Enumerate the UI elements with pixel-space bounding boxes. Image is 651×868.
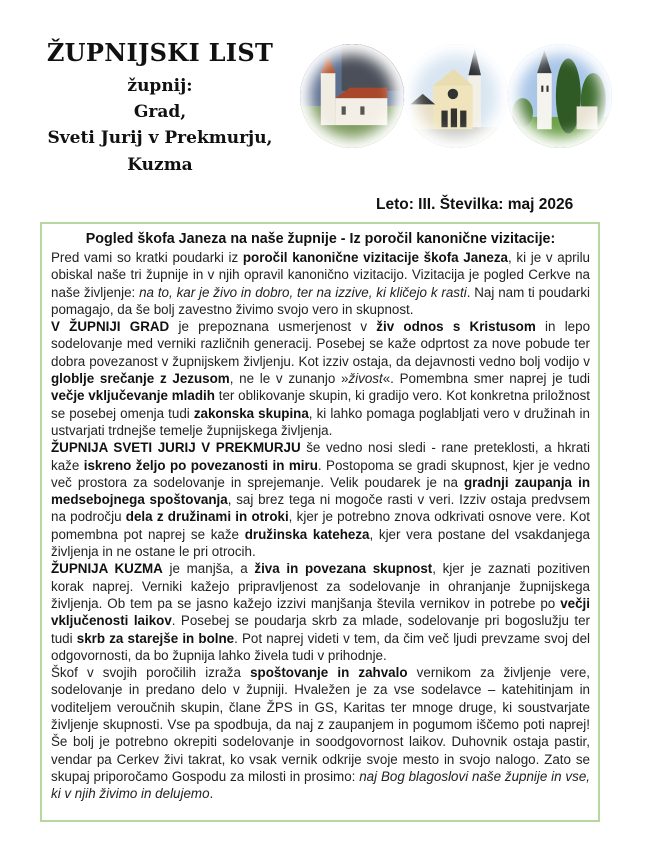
article-paragraph <box>51 249 590 318</box>
church-kuzma-photo <box>508 44 612 148</box>
text-run: , saj brez tega ni mogoče rasti v veri. Izziv ostaja predvsem na področju <box>51 492 590 525</box>
parish-name: Kuzma <box>127 155 193 175</box>
article-paragraph <box>51 318 590 439</box>
emphasis-bold: gradnji zaupanja in medsebojnega spoštovanja <box>51 474 590 508</box>
emphasis-bold: večje vključevanje mladih <box>51 388 215 404</box>
article-paragraph <box>51 439 590 560</box>
article-paragraph <box>51 664 590 802</box>
text-run: , kjer vera postane del vsakdanjega življenja in ne ostane le pri otrocih. <box>51 526 590 560</box>
article-paragraph <box>51 560 590 664</box>
text-run: . Postopoma se gradi skupnost, kjer je vedno več prostora za sodelovanje in sprejemanje. Velik poudarek je na <box>51 457 591 490</box>
emphasis-bold: dela z družinami in otroki <box>125 509 289 525</box>
text-run: «. Pomembna smer naprej je tudi <box>382 371 590 387</box>
text-run: , kjer je potrebno znova odkrivati osnove vere. Kot pomembna pot naprej se kaže <box>51 509 590 542</box>
emphasis-bold: spoštovanje in zahvalo <box>250 665 408 681</box>
emphasis-bold: družinska kateheza <box>244 526 370 542</box>
text-run: še vedno nosi sledi - rane preteklosti, a hkrati kaže <box>51 440 590 473</box>
text-run: in lepo sodelovanje med verniki različnih generacij. Posebej se kaže odprtost za nove pobude ter dobra povezanost v župnijskem življenju. Kot izziv ostaja, da dejavnosti vedno bolj vodijo v <box>51 319 591 369</box>
emphasis-bold: iskreno željo po povezanosti in miru <box>83 457 318 473</box>
article-heading: Pogled škofa Janeza na naše župnije - Iz poročil kanonične vizitacije: <box>85 231 556 247</box>
text-run: Pred vami so kratki poudarki iz <box>51 250 243 265</box>
parish-name: Sveti Jurij v Prekmurju, <box>47 128 273 148</box>
emphasis-bold: ŽUPNIJA KUZMA <box>51 561 163 577</box>
text-run: je manjša, a <box>162 561 255 577</box>
emphasis-bold: V ŽUPNIJI GRAD <box>51 319 170 335</box>
text-run: , kjer je zaznati pozitiven korak naprej. Verniki kažejo pripravljenost za sodelovanje in ohranjanje župnijskega življenja. Ob tem pa se jasno kažejo izzivi manjšanja števila vernikov in potrebe po <box>51 561 591 611</box>
emphasis-bold: večji vključenosti laikov <box>51 595 590 629</box>
emphasis-bold: globlje srečanje z Jezusom <box>51 371 230 387</box>
emphasis-bold: živ odnos s Kristusom <box>376 319 536 335</box>
text-run: . Pot naprej videti v tem, da čim več ljudi prevzame svoj del odgovornosti, da bo župnija lahko živela tudi v prihodnje. <box>51 630 591 663</box>
text-run: . Naj nam ti poudarki pomagajo, da še bolj zavestno živimo svojo vero in skupnost. <box>51 284 590 317</box>
text-run: , ne le v zunanjo » <box>229 371 349 387</box>
parishes-label: župnij: <box>127 76 193 96</box>
church-grad-photo <box>300 44 404 148</box>
emphasis-italic: na to, kar je živo in dobro, ter na izzive, ki kličejo k rasti <box>139 284 467 300</box>
emphasis-bold: poročil kanonične vizitacije škofa Janeza <box>242 250 508 265</box>
newsletter-title: ŽUPNIJSKI LIST <box>46 38 274 67</box>
text-run: . Posebej se poudarja skrb za mlade, sodelovanje pri bogoslužju ter tudi <box>51 613 590 646</box>
text-run: . <box>209 786 214 802</box>
text-run: Škof v svojih poročilih izraža <box>51 665 251 681</box>
text-run: , ki lahko pomaga poglabljati vero v družinah in ustvarjati trdnejše temelje župnijskega življenja. <box>51 405 590 438</box>
article-box <box>40 222 600 822</box>
parish-name: Grad, <box>133 102 187 122</box>
emphasis-italic: živost <box>348 371 383 387</box>
text-run: , ki je v aprilu obiskal naše tri župnije in v njih opravil kanonično vizitacijo. Vizitacija je pogled Cerkve na naše življenje: <box>51 250 591 300</box>
text-run: ter oblikovanje skupin, ki gradijo vero. Kot konkretna priložnost se posebej omenja tudi <box>51 388 591 421</box>
text-run: je prepoznana usmerjenost v <box>169 319 377 335</box>
emphasis-bold: živa in povezana skupnost <box>254 561 433 577</box>
issue-info: Leto: III. Številka: maj 2026 <box>376 196 574 213</box>
text-run: vernikom za življenje vere, sodelovanje in predano delo v župniji. Hvaležen je za vse sodelavce – katehitinjam in voditeljem veroučnih skupin, člane ŽPS in GS, Karitas ter mnoge druge, ki soustvarjate življenje skupnosti. Vse pa spodbuja, da naj z zaupanjem in pogumom iščemo poti naprej! Še bolj je potrebno okrepiti sodelovanje in soodgovornost laikov. Duhovnik ostaja pastir, vendar pa Cerkev živi takrat, ko vsak vernik odkrije svoje mesto in svojo nalogo. Zato se skupaj priporočamo Gospodu za milosti in prosimo: <box>51 665 590 784</box>
emphasis-bold: zakonska skupina <box>193 405 309 421</box>
emphasis-bold: skrb za starejše in bolne <box>76 630 235 646</box>
church-sveti-jurij-photo <box>404 44 508 148</box>
church-photos <box>300 44 620 152</box>
emphasis-italic: naj Bog blagoslovi naše župnije in vse, ki v njih živimo in delujemo <box>51 768 590 802</box>
article-body <box>51 249 590 803</box>
emphasis-bold: ŽUPNIJA SVETI JURIJ V PREKMURJU <box>51 440 301 456</box>
